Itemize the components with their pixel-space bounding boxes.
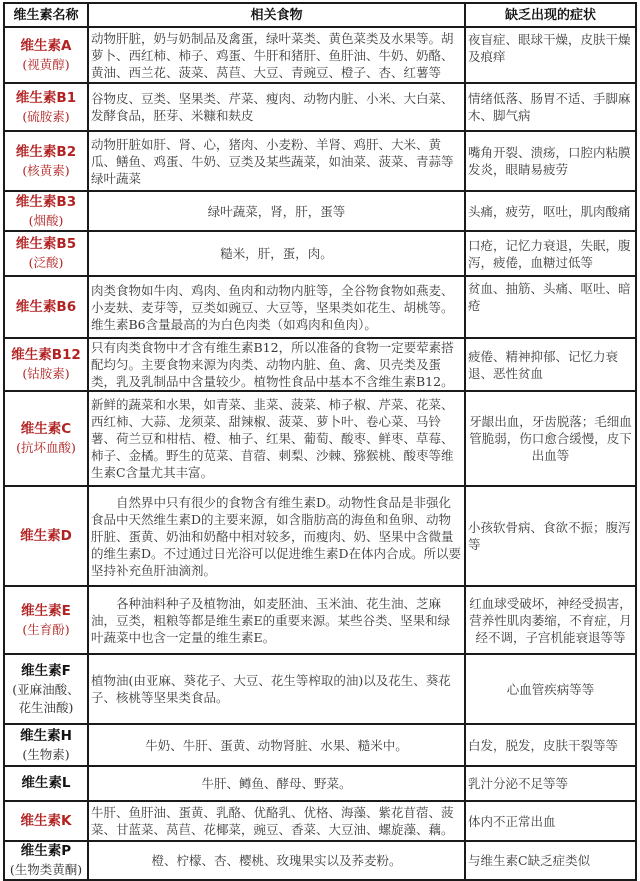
deficiency-symptoms-cell: 与维生素C缺乏症类似 [465, 841, 636, 880]
related-foods-cell: 各种油料种子及植物油，如麦胚油、玉米油、花生油、芝麻油，豆类，粗粮等都是维生素E的重要来源。某些谷类、坚果和绿叶蔬菜中也含一定量的维生素E。 [88, 586, 465, 654]
vitamin-name-cell [4, 276, 88, 338]
deficiency-symptoms-cell: 白发，脱发，皮肤干裂等等 [465, 724, 636, 766]
vitamin-name: 维生素B12 [11, 347, 81, 363]
vitamin-name: 维生素B5 [15, 236, 77, 252]
vitamin-alias: (亚麻油酸、花生油酸) [12, 681, 80, 715]
vitamin-name-cell [4, 391, 88, 486]
header-deficiency-symptoms: 缺乏出现的症状 [465, 3, 636, 27]
table-row [4, 766, 636, 801]
related-foods-cell: 动物肝脏如肝、肾、心，猪肉、小麦粉、羊肾、鸡肝、大米、黄瓜、鳝鱼、鸡蛋、牛奶、豆类及某些蔬菜，如油菜、菠菜、青蒜等绿叶蔬菜 [88, 131, 465, 191]
vitamin-alias: (生物类黄酮) [9, 862, 83, 877]
vitamin-name: 维生素B1 [15, 89, 77, 106]
vitamin-name: 维生素B6 [15, 298, 77, 315]
vitamin-name-cell [4, 801, 88, 841]
vitamin-alias: (泛酸) [28, 255, 64, 270]
vitamin-name-cell [4, 654, 88, 724]
vitamin-name: 维生素E [21, 602, 71, 619]
table-row [4, 191, 636, 231]
header-vitamin-name: 维生素名称 [4, 3, 88, 27]
related-foods-cell: 新鲜的蔬菜和水果，如青菜、韭菜、菠菜、柿子椒、芹菜、花菜、西红柿、大蒜、龙须菜、甜辣椒、菠菜、萝卜叶、卷心菜、马铃薯、荷兰豆和柑桔、橙、柚子、红果、葡萄、酸枣、鲜枣、草莓、柿子、金橘。野生的苋菜、苜蓿、刺梨、沙棘、猕猴桃、酸枣等维生素C含量尤其丰富。 [88, 391, 465, 486]
table-row [4, 841, 636, 880]
vitamin-name: 维生素F [21, 662, 71, 679]
table-row [4, 131, 636, 191]
vitamin-table [3, 2, 637, 881]
table-row [4, 486, 636, 586]
deficiency-symptoms-cell: 心血管疾病等等 [465, 654, 636, 724]
table-row [4, 231, 636, 276]
related-foods-cell: 绿叶蔬菜，肾，肝，蛋等 [88, 191, 465, 231]
vitamin-alias: (抗坏血酸) [16, 440, 76, 455]
related-foods-cell: 橙、柠檬、杏、樱桃、玫瑰果实以及荞麦粉。 [88, 841, 465, 880]
related-foods-cell: 自然界中只有很少的食物含有维生素D。动物性食品是非强化食品中天然维生素D的主要来源，如含脂肪高的海鱼和鱼卵、动物肝脏、蛋黄、奶油和奶酪中相对较多，而瘦肉、奶、坚果中含微量的维生素D。不过通过日光浴可以促进维生素D在体内合成。所以要坚持补充鱼肝油滴剂。 [88, 486, 465, 586]
vitamin-alias: (烟酸) [28, 212, 64, 228]
vitamin-name: 维生素A [20, 37, 72, 54]
deficiency-symptoms-cell: 贫血、抽筋、头痛、呕吐、暗疮 [465, 276, 636, 338]
deficiency-symptoms-cell: 头痛，疲劳，呕吐，肌肉酸痛 [465, 191, 636, 231]
vitamin-alias: (钴胺素) [22, 366, 70, 381]
deficiency-symptoms-cell: 红血球受破坏，神经受损害，营养性肌肉萎缩，不育症，月经不调，子宫机能衰退等等 [465, 586, 636, 654]
table-row [4, 276, 636, 338]
vitamin-alias: (生育酚) [22, 621, 70, 637]
vitamin-name: 维生素K [20, 812, 72, 829]
table-body [4, 27, 636, 880]
vitamin-name: 维生素B2 [15, 143, 77, 160]
deficiency-symptoms-cell: 口疮，记忆力衰退，失眠，腹泻，疲倦，血糖过低等 [465, 231, 636, 276]
related-foods-cell: 植物油(由亚麻、葵花子、大豆、花生等榨取的油)以及花生、葵花子、核桃等坚果类食品。 [88, 654, 465, 724]
header-related-foods: 相关食物 [88, 3, 465, 27]
vitamin-name-cell [4, 131, 88, 191]
vitamin-name: 维生素P [20, 843, 72, 859]
vitamin-name-cell [4, 191, 88, 231]
table-row [4, 391, 636, 486]
deficiency-symptoms-cell: 小孩软骨病、食欲不振；腹泻等 [465, 486, 636, 586]
vitamin-name-cell [4, 486, 88, 586]
related-foods-cell: 动物肝脏，奶与奶制品及禽蛋，绿叶菜类、黄色菜类及水果等。胡萝卜、西红柿、柿子、鸡蛋、牛肝和猪肝、鱼肝油、牛奶、奶酪、黄油、西兰花、菠菜、莴苣、大豆、青豌豆、橙子、杏、红薯等 [88, 27, 465, 83]
vitamin-name: 维生素B3 [15, 193, 77, 210]
vitamin-name-cell [4, 724, 88, 766]
deficiency-symptoms-cell: 嘴角开裂、溃疡，口腔内粘膜发炎，眼睛易疲劳 [465, 131, 636, 191]
vitamin-alias: (生物素) [22, 746, 70, 762]
table-row [4, 83, 636, 131]
table-row [4, 801, 636, 841]
table-header-row [4, 3, 636, 27]
vitamin-name-cell [4, 83, 88, 131]
vitamin-name: 维生素H [20, 727, 72, 744]
vitamin-alias: (视黄醇) [22, 56, 70, 72]
vitamin-name: 维生素D [20, 527, 72, 544]
vitamin-alias: (硫胺素) [22, 108, 70, 124]
vitamin-name: 维生素L [21, 775, 71, 791]
related-foods-cell: 只有肉类食物中才含有维生素B12，所以准备的食物一定要荤素搭配均匀。主要食物来源为肉类、动物内脏、鱼、禽、贝壳类及蛋类，乳及乳制品中含量较少。植物性食品中基本不含维生素B12。 [88, 338, 465, 391]
related-foods-cell: 牛肝、鳟鱼、酵母、野菜。 [88, 766, 465, 801]
vitamin-name-cell [4, 841, 88, 880]
deficiency-symptoms-cell: 夜盲症、眼球干燥，皮肤干燥及痕痒 [465, 27, 636, 83]
deficiency-symptoms-cell: 体内不正常出血 [465, 801, 636, 841]
vitamin-alias: (核黄素) [22, 162, 70, 178]
deficiency-symptoms-cell: 情绪低落、肠胃不适、手脚麻木、脚气病 [465, 83, 636, 131]
related-foods-cell: 牛奶、牛肝、蛋黄、动物肾脏、水果、糙米中。 [88, 724, 465, 766]
vitamin-name-cell [4, 27, 88, 83]
vitamin-name-cell [4, 231, 88, 276]
related-foods-cell: 谷物皮、豆类、坚果类、芹菜、瘦肉、动物内脏、小米、大白菜、发酵食品，胚芽、米糠和麸皮 [88, 83, 465, 131]
deficiency-symptoms-cell: 乳汁分泌不足等等 [465, 766, 636, 801]
related-foods-cell: 糙米，肝，蛋，肉。 [88, 231, 465, 276]
vitamin-name-cell [4, 338, 88, 391]
table-row [4, 724, 636, 766]
deficiency-symptoms-cell: 疲倦、精神抑郁、记忆力衰退、恶性贫血 [465, 338, 636, 391]
table-row [4, 338, 636, 391]
vitamin-name-cell [4, 766, 88, 801]
related-foods-cell: 牛肝、鱼肝油、蛋黄、乳酪、优酪乳、优格、海藻、紫花苜蓿、菠菜、甘蓝菜、莴苣、花椰菜，豌豆、香菜、大豆油、螺旋藻、藕。 [88, 801, 465, 841]
table-row [4, 654, 636, 724]
deficiency-symptoms-cell: 牙龈出血，牙齿脱落；毛细血管脆弱，伤口愈合缓慢，皮下出血等 [465, 391, 636, 486]
related-foods-cell: 肉类食物如牛肉、鸡肉、鱼肉和动物内脏等，全谷物食物如燕麦、小麦麸、麦芽等，豆类如豌豆、大豆等，坚果类如花生、胡桃等。维生素B6含量最高的为白色肉类（如鸡肉和鱼肉）。 [88, 276, 465, 338]
table-row [4, 27, 636, 83]
vitamin-name-cell [4, 586, 88, 654]
vitamin-name: 维生素C [20, 421, 72, 437]
table-row [4, 586, 636, 654]
